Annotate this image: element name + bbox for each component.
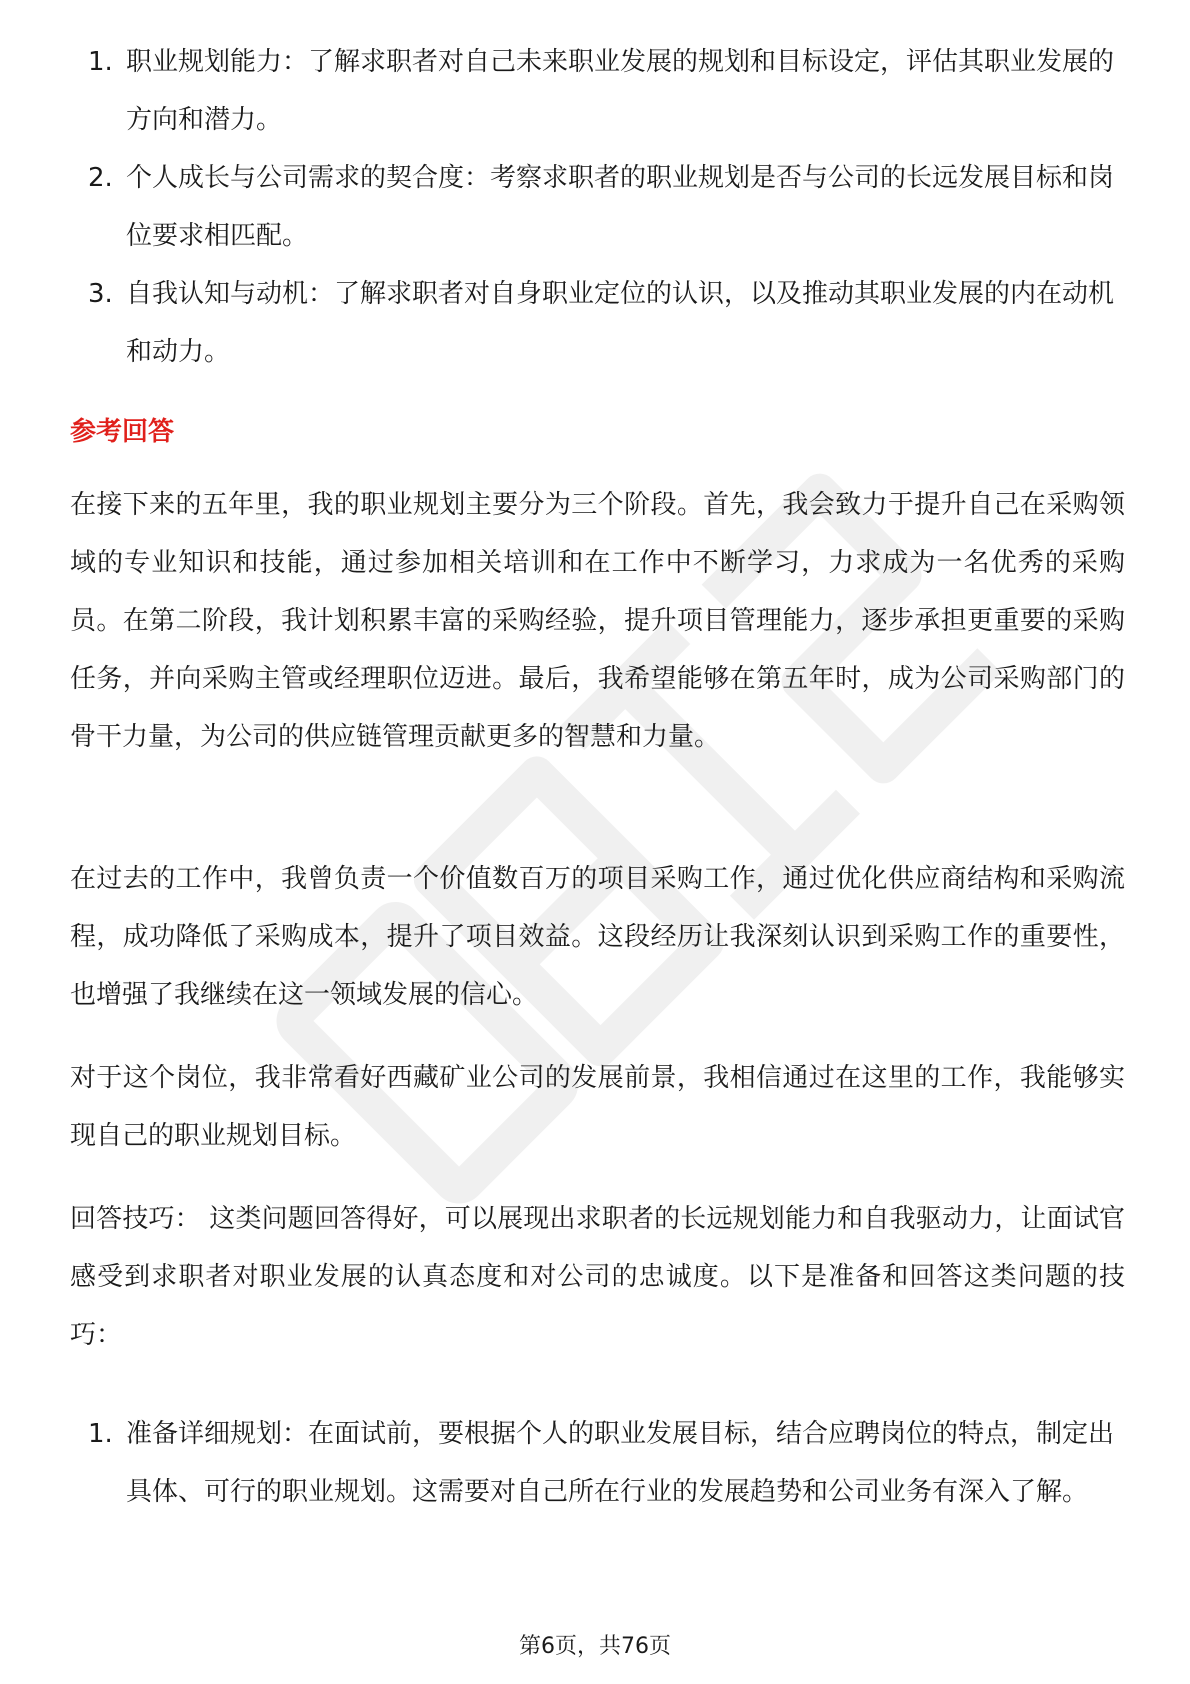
- tips-paragraph: 回答技巧： 这类问题回答得好，可以展现出求职者的长远规划能力和自我驱动力，让面试官感受到求职者对职业发展的认真态度和对公司的忠诚度。以下是准备和回答这类问题的技巧：: [70, 1204, 1125, 1350]
- list-item-text: 职业规划能力：了解求职者对自己未来职业发展的规划和目标设定，评估其职业发展的方向和潜力。: [126, 47, 1115, 135]
- list-item: [70, 149, 1120, 265]
- page-footer: 第6页，共76页: [519, 1634, 671, 1659]
- tips-list: [70, 1405, 1120, 1521]
- list-item: [70, 33, 1120, 149]
- list-number: 1.: [88, 1419, 113, 1449]
- answer-paragraph: 在过去的工作中，我曾负责一个价值数百万的项目采购工作，通过优化供应商结构和采购流程，成功降低了采购成本，提升了项目效益。这段经历让我深刻认识到采购工作的重要性，也增强了我继续在这一领域发展的信心。: [70, 864, 1125, 1010]
- answer-paragraph: 在接下来的五年里，我的职业规划主要分为三个阶段。首先，我会致力于提升自己在采购领域的专业知识和技能，通过参加相关培训和在工作中不断学习，力求成为一名优秀的采购员。在第二阶段，我计划积累丰富的采购经验，提升项目管理能力，逐步承担更重要的采购任务，并向采购主管或经理职位迈进。最后，我希望能够在第五年时，成为公司采购部门的骨干力量，为公司的供应链管理贡献更多的智慧和力量。: [70, 490, 1125, 752]
- list-item: [70, 1405, 1120, 1521]
- list-number: 1.: [88, 47, 113, 77]
- section-heading: 参考回答: [70, 417, 175, 447]
- list-item-text: 个人成长与公司需求的契合度：考察求职者的职业规划是否与公司的长远发展目标和岗位要求相匹配。: [126, 163, 1115, 251]
- list-number: 3.: [88, 279, 113, 309]
- answer-paragraph: 对于这个岗位，我非常看好西藏矿业公司的发展前景，我相信通过在这里的工作，我能够实现自己的职业规划目标。: [70, 1063, 1125, 1151]
- list-item-text: 自我认知与动机：了解求职者对自身职业定位的认识，以及推动其职业发展的内在动机和动力。: [126, 279, 1115, 367]
- top-list-clip: [0, 0, 1190, 380]
- list-item-text: 准备详细规划：在面试前，要根据个人的职业发展目标，结合应聘岗位的特点，制定出具体、可行的职业规划。这需要对自己所在行业的发展趋势和公司业务有深入了解。: [126, 1419, 1115, 1507]
- list-number: 2.: [88, 163, 113, 193]
- list-item: [70, 265, 1120, 380]
- evaluation-points-list: [70, 33, 1120, 380]
